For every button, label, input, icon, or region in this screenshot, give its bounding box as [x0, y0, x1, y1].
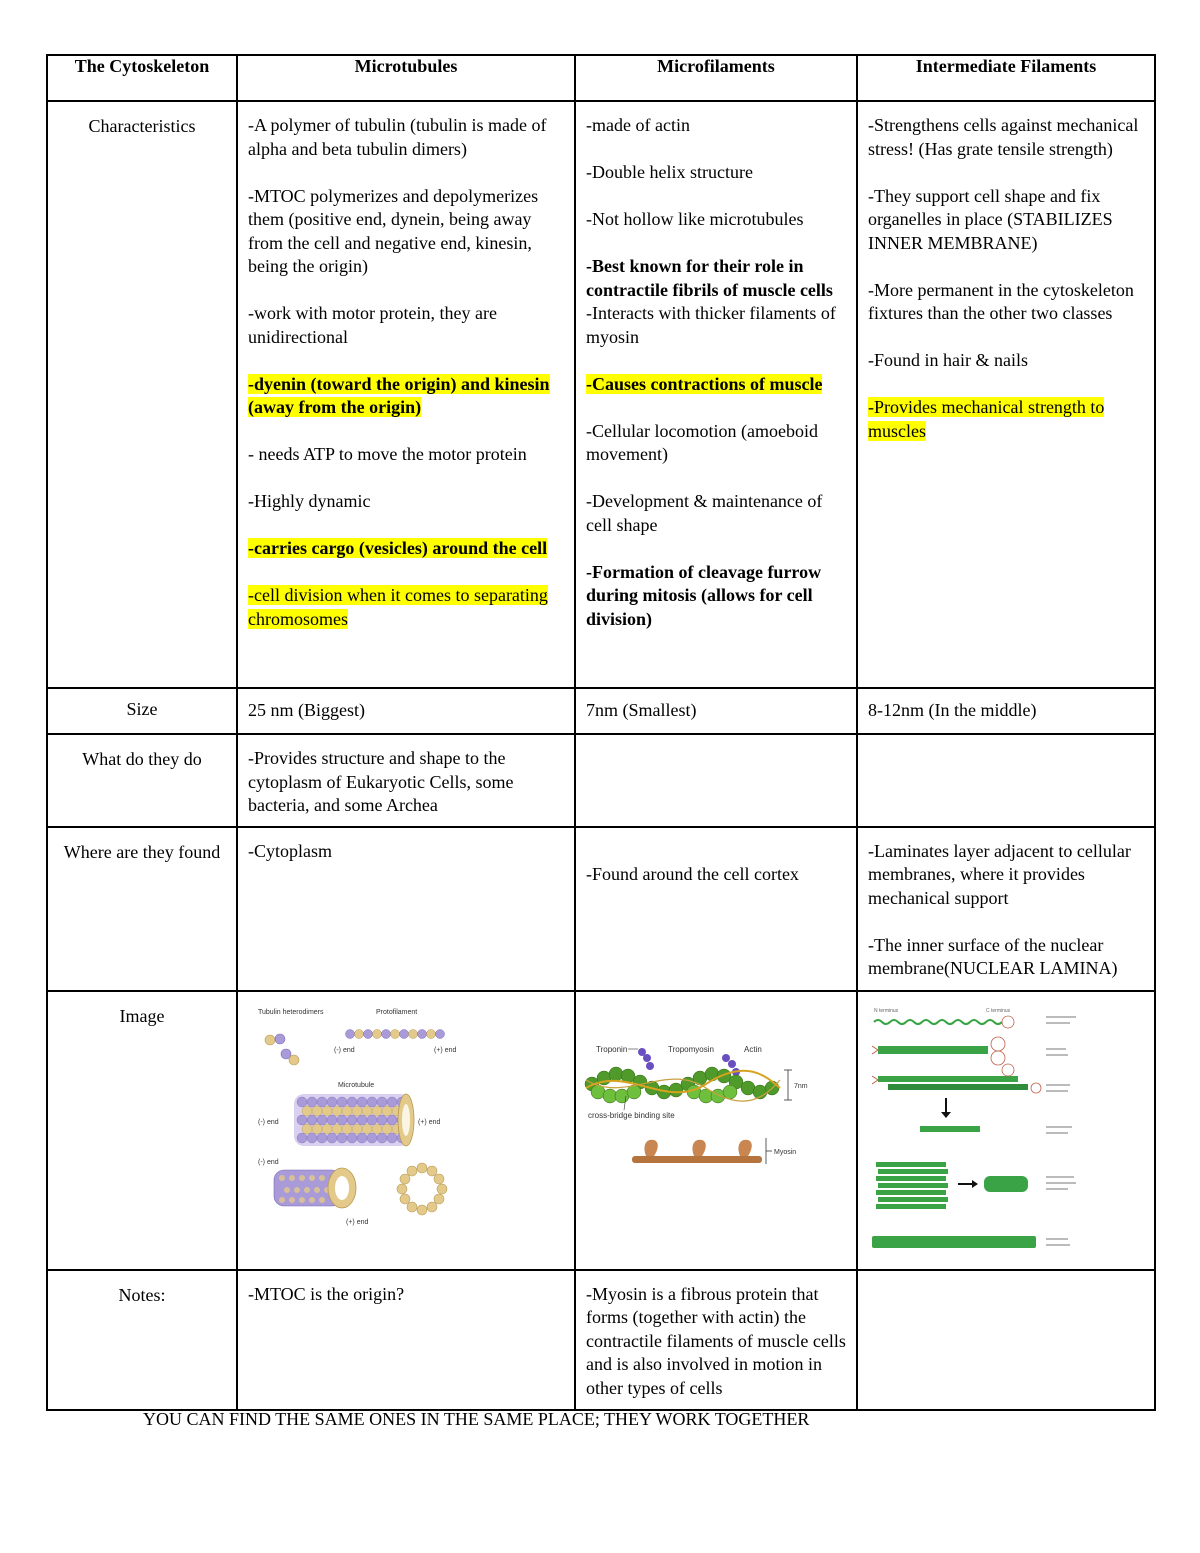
where-if-nuclear: -The inner surface of the nuclear membrane(NUCLEAR LAMINA) — [868, 934, 1118, 978]
what-intermediate — [857, 734, 1155, 827]
what-label: What do they do — [47, 734, 237, 827]
mf-char-contractions-text: -Causes contractions of muscle — [586, 373, 823, 394]
where-label: Where are they found — [47, 827, 237, 991]
where-microfilaments: -Found around the cell cortex — [575, 827, 857, 991]
image-microfilaments — [575, 991, 857, 1270]
where-if-laminates: -Laminates layer adjacent to cellular membranes, where it provides mechanical support — [868, 840, 1131, 908]
mf-char-actin: -made of actin — [586, 115, 690, 135]
microtubule-side-view — [294, 1094, 414, 1146]
mt-char-division-text: -cell division when it comes to separating chromosomes — [248, 585, 548, 629]
if-unit-length-filament — [984, 1176, 1028, 1192]
mf-char-helix: -Double helix structure — [586, 162, 753, 182]
characteristics-intermediate — [857, 101, 1155, 688]
what-microfilaments — [575, 734, 857, 827]
notes-microfilaments: -Myosin is a fibrous protein that forms (together with actin) the contractile filaments of muscle cells and is also involved in motion in other types of cells — [575, 1270, 857, 1410]
mf-binding-site-label: cross-bridge binding site — [588, 1110, 675, 1120]
if-char-permanent: -More permanent in the cytoskeleton fixtures than the other two classes — [868, 279, 1134, 323]
characteristics-label: Characteristics — [47, 101, 237, 688]
header-cytoskeleton: The Cytoskeleton — [47, 55, 237, 101]
mt-char-division — [248, 584, 566, 631]
size-intermediate: 8-12nm (In the middle) — [857, 688, 1155, 734]
where-intermediate — [857, 827, 1155, 991]
if-unit-length-bundle — [876, 1162, 948, 1209]
mt-protofilament-label: Protofilament — [376, 1008, 418, 1016]
header-row — [47, 55, 1155, 101]
mt-char-motor: -work with motor protein, they are unidirectional — [248, 303, 497, 347]
size-microfilaments: 7nm (Smallest) — [575, 688, 857, 734]
mf-actin-label: Actin — [744, 1044, 762, 1054]
footer-note: YOU CAN FIND THE SAME ONES IN THE SAME PLACE; THEY WORK TOGETHER — [143, 1409, 810, 1429]
microtubule-cross-section — [397, 1163, 447, 1215]
if-monomer-tail — [1002, 1016, 1014, 1028]
mf-tropomyosin-label: Tropomyosin — [668, 1044, 714, 1054]
mf-size-label: 7nm — [794, 1082, 808, 1090]
if-char-hair: -Found in hair & nails — [868, 350, 1028, 370]
where-row — [47, 827, 1155, 991]
if-n-terminus-label: N terminus — [874, 1007, 899, 1014]
characteristics-row — [47, 101, 1155, 688]
microfilament-diagram — [576, 992, 856, 1264]
header-microfilaments: Microfilaments — [575, 55, 857, 101]
microtubule-tilted-view — [274, 1168, 356, 1208]
image-intermediate — [857, 991, 1155, 1270]
mf-char-contractions — [586, 373, 848, 397]
if-tetramer — [872, 1064, 1041, 1093]
size-label: Size — [47, 688, 237, 734]
image-row — [47, 991, 1155, 1270]
mf-char-myosin: -Interacts with thicker filaments of myosin — [586, 303, 836, 347]
mf-char-not-hollow: -Not hollow like microtubules — [586, 209, 804, 229]
mt-tilt-minus-end: (-) end — [258, 1158, 279, 1166]
notes-microtubules: -MTOC is the origin? — [237, 1270, 575, 1410]
if-c-terminus-label: C terminus — [986, 1007, 1011, 1014]
mf-myosin-label: Myosin — [774, 1148, 797, 1156]
characteristics-microtubules — [237, 101, 575, 688]
mt-microtubule-label: Microtubule — [338, 1081, 375, 1089]
mt-proto-plus-end: (+) end — [434, 1046, 457, 1054]
where-microtubules: -Cytoplasm — [237, 827, 575, 991]
mt-char-atp: - needs ATP to move the motor protein — [248, 444, 527, 464]
notes-intermediate — [857, 1270, 1155, 1410]
tubulin-dimer-4 — [289, 1055, 299, 1065]
if-dimer — [872, 1037, 1005, 1065]
mt-char-dynamic: -Highly dynamic — [248, 491, 371, 511]
characteristics-microfilaments — [575, 101, 857, 688]
if-stage-labels — [1046, 1016, 1076, 1246]
notes-label: Notes: — [47, 1270, 237, 1410]
actin-filament — [585, 1067, 780, 1103]
mf-char-locomotion: -Cellular locomotion (amoeboid movement) — [586, 420, 818, 464]
image-label: Image — [47, 991, 237, 1270]
mt-char-dyenin — [248, 373, 566, 420]
if-char-muscles-text: -Provides mechanical strength to muscles — [868, 397, 1105, 441]
header-intermediate-filaments: Intermediate Filaments — [857, 55, 1155, 101]
mt-proto-minus-end: (-) end — [334, 1046, 355, 1054]
header-microtubules: Microtubules — [237, 55, 575, 101]
mf-char-contractile: -Best known for their role in contractile fibrils of muscle cells — [586, 256, 833, 300]
mt-side-plus-end: (+) end — [418, 1118, 441, 1126]
size-row — [47, 688, 1155, 734]
mt-dimer-label: Tubulin heterodimers — [258, 1008, 324, 1016]
what-row — [47, 734, 1155, 827]
what-microtubules: -Provides structure and shape to the cytoplasm of Eukaryotic Cells, some bacteria, and some Archea — [237, 734, 575, 827]
if-mature-filament — [872, 1236, 1036, 1248]
if-char-strengthens: -Strengthens cells against mechanical stress! (Has grate tensile strength) — [868, 115, 1139, 159]
tubulin-dimer-1 — [265, 1035, 275, 1045]
microtubule-diagram — [238, 992, 574, 1264]
mt-tilt-plus-end: (+) end — [346, 1218, 369, 1226]
size-microtubules: 25 nm (Biggest) — [237, 688, 575, 734]
mf-char-shape: -Development & maintenance of cell shape — [586, 491, 823, 535]
mt-char-dyenin-text: -dyenin (toward the origin) and kinesin (away from the origin) — [248, 373, 550, 417]
tubulin-dimer-2 — [275, 1034, 285, 1044]
mt-char-mtoc: -MTOC polymerizes and depolymerizes them (positive end, dynein, being away from the cell and negative end, kinesin, being the origin) — [248, 185, 539, 276]
if-char-support: -They support cell shape and fix organelles in place (STABILIZES INNER MEMBRANE) — [868, 185, 1113, 253]
mt-char-cargo-text: -carries cargo (vesicles) around the cell — [248, 538, 548, 558]
if-char-muscles — [868, 396, 1146, 443]
mt-side-minus-end: (-) end — [258, 1118, 279, 1126]
cytoskeleton-table — [46, 54, 1156, 1411]
mt-char-polymer: -A polymer of tubulin (tubulin is made of alpha and beta tubulin dimers) — [248, 115, 547, 159]
intermediate-filament-diagram — [858, 992, 1154, 1264]
mt-char-cargo — [248, 537, 566, 561]
protofilament — [346, 1029, 445, 1038]
myosin-filament — [632, 1139, 762, 1162]
if-protofilament — [920, 1126, 980, 1132]
mf-troponin-label: Troponin — [596, 1044, 628, 1054]
notes-row — [47, 1270, 1155, 1410]
mf-char-cleavage: -Formation of cleavage furrow during mitosis (allows for cell division) — [586, 561, 822, 629]
if-monomer — [874, 1020, 1002, 1024]
image-microtubules — [237, 991, 575, 1270]
